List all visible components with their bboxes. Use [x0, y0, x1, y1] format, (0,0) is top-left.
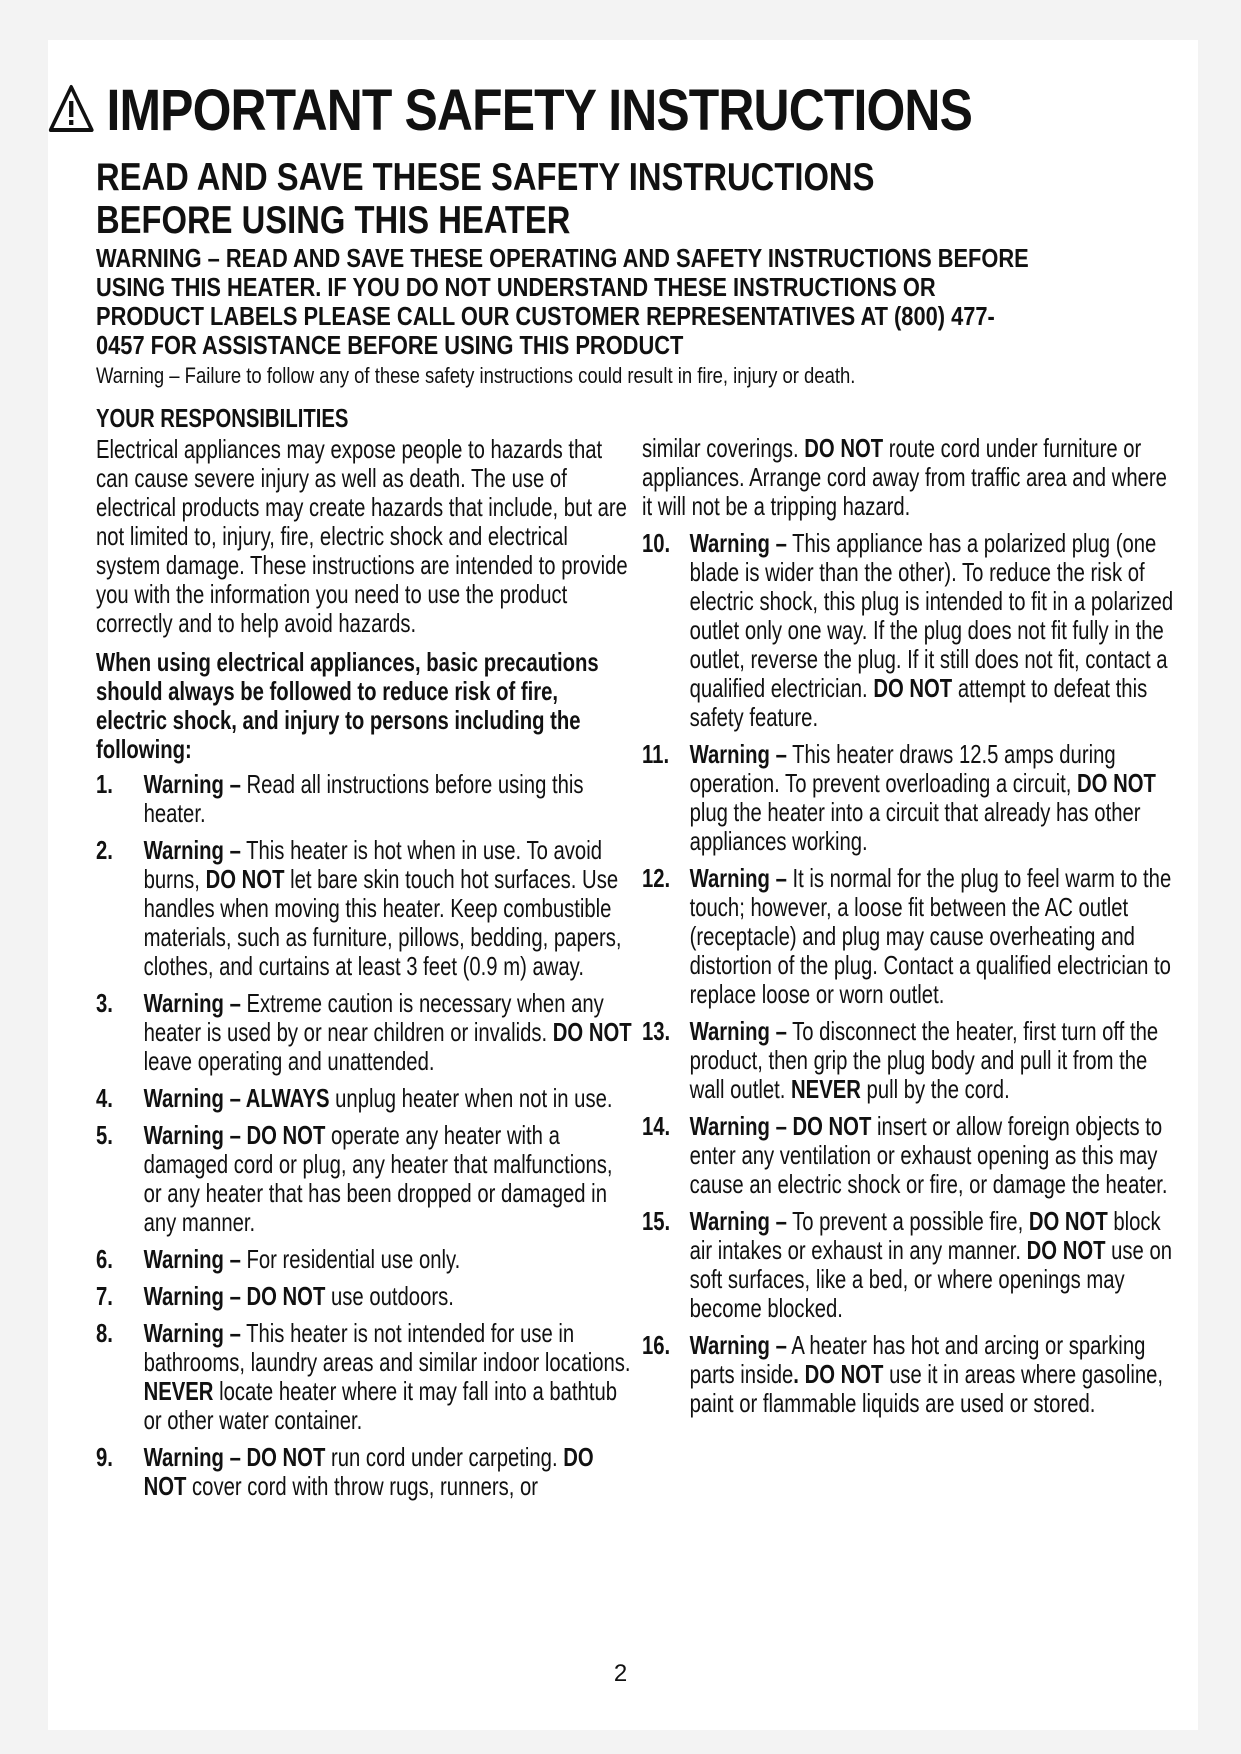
body-text: leave operating and unattended. [143, 1046, 435, 1076]
item-number: 1. [96, 769, 113, 799]
emphasis-text: DO NOT [143, 1442, 594, 1501]
list-item [96, 1121, 634, 1237]
list-item [96, 1245, 634, 1274]
body-text: This appliance has a polarized plug (one blade is wider than the other). To reduce the risk of electric shock, this plug is intended to fit in a polarized outlet only one way. If the plug does not fit fully in the outlet, reverse the plug. If it still does not fit, contact a qualified electrician. [689, 528, 1174, 703]
body-text: pull by the cord. [860, 1074, 1010, 1104]
list-item [96, 1084, 634, 1113]
item-lead: Warning – DO NOT [143, 1442, 326, 1472]
item-number: 7. [96, 1281, 113, 1311]
item-lead: Warning – DO NOT [143, 1120, 326, 1150]
list-item [96, 989, 634, 1076]
body-text: Extreme caution is necessary when any heater is used by or near children or invalids. [143, 988, 604, 1047]
emphasis-text: . [793, 1359, 799, 1389]
item-number: 11. [642, 739, 670, 769]
body-text: For residential use only. [240, 1244, 461, 1274]
instruction-list-right [642, 529, 1180, 1418]
item-lead: Warning – [143, 769, 241, 799]
responsibilities-heading: YOUR RESPONSIBILITIES [96, 403, 349, 433]
item-number: 5. [96, 1120, 113, 1150]
body-text: This heater is hot when in use. To avoid burns, [143, 835, 603, 894]
list-item [96, 1319, 634, 1435]
instruction-list-left [96, 770, 634, 1501]
emphasis-text: NEVER [143, 1376, 214, 1406]
list-item [642, 1112, 1180, 1199]
emphasis-text: DO NOT [205, 864, 285, 894]
body-text: similar coverings. [642, 433, 805, 463]
body-text: Read all instructions before using this heater. [143, 769, 584, 828]
item-number: 12. [642, 863, 671, 893]
list-item [642, 1331, 1180, 1418]
item-lead: Warning – DO NOT [143, 1281, 326, 1311]
emphasis-text: DO NOT [552, 1017, 632, 1047]
list-item [96, 1443, 634, 1501]
list-item [642, 1017, 1180, 1104]
item-lead: Warning – [689, 528, 787, 558]
item-number: 15. [642, 1206, 671, 1236]
list-item [96, 836, 634, 981]
body-text: operate any heater with a damaged cord or plug, any heater that malfunctions, or any heater that has been dropped or damaged in any manner. [143, 1120, 613, 1237]
list-item [642, 529, 1180, 732]
body-text: A heater has hot and arcing or sparking parts inside [689, 1330, 1146, 1389]
item-lead: Warning – [689, 1330, 787, 1360]
item-number: 6. [96, 1244, 113, 1274]
body-text: This heater is not intended for use in bathrooms, laundry areas and similar indoor locations. [143, 1318, 631, 1377]
body-text: This heater draws 12.5 amps during operation. To prevent overloading a circuit, [689, 739, 1116, 798]
body-text: use on soft surfaces, like a bed, or where openings may become blocked. [689, 1235, 1173, 1323]
item-lead: Warning – [689, 739, 787, 769]
right-column [642, 434, 1180, 1426]
emphasis-text: DO NOT [1077, 768, 1156, 798]
body-text: insert or allow foreign objects to enter any ventilation or exhaust opening as this may cause an electric shock or fire, or damage the heater. [689, 1111, 1168, 1199]
warning-block: WARNING – READ AND SAVE THESE OPERATING AND SAFETY INSTRUCTIONS BEFORE USING THIS HEATER. IF YOU DO NOT UNDERSTAND THESE INSTRUCTIONS OR PRODUCT LABELS PLEASE CALL OUR CUSTOMER REPRESENTATIVES AT (800) 477-0457 FOR ASSISTANCE BEFORE USING THIS PRODUCT [96, 243, 1029, 360]
body-text: To disconnect the heater, first turn off the product, then grip the plug body and pull it from the wall outlet. [689, 1016, 1159, 1104]
body-text: locate heater where it may fall into a bathtub or other water container. [143, 1376, 618, 1435]
emphasis-text: NEVER [791, 1074, 861, 1104]
body-text: route cord under furniture or appliances. Arrange cord away from traffic area and where it will not be a tripping hazard. [642, 433, 1167, 521]
list-item [642, 1207, 1180, 1323]
body-text: To prevent a possible fire, [786, 1206, 1029, 1236]
body-text: block air intakes or exhaust in any manner. [689, 1206, 1161, 1265]
emphasis-text: DO NOT [804, 1359, 884, 1389]
item-number: 3. [96, 988, 113, 1018]
list-item [96, 770, 634, 828]
item-lead: Warning – DO NOT [689, 1111, 872, 1141]
item-lead: Warning – [689, 1206, 787, 1236]
precautions-paragraph: When using electrical appliances, basic precautions should always be followed to reduce risk of fire, electric shock, and injury to persons including the following: [96, 647, 599, 764]
item-number: 2. [96, 835, 113, 865]
body-text: run cord under carpeting. [325, 1442, 564, 1472]
list-item [96, 1282, 634, 1311]
warning-line: Warning – Failure to follow any of these safety instructions could result in fire, injury or death. [96, 363, 856, 388]
list-item [642, 740, 1180, 856]
subtitle: READ AND SAVE THESE SAFETY INSTRUCTIONS BEFORE USING THIS HEATER [96, 156, 875, 242]
item-lead: Warning – [143, 1318, 241, 1348]
body-text: cover cord with throw rugs, runners, or [186, 1471, 539, 1501]
item-lead: Warning – [143, 1244, 241, 1274]
item-number: 10. [642, 528, 671, 558]
left-column [96, 404, 634, 1509]
item-number: 4. [96, 1083, 113, 1113]
body-text: It is normal for the plug to feel warm to the touch; however, a loose fit between the AC outlet (receptacle) and plug may cause overheating and distortion of the plug. Contact a qualified electrician to replace loose or worn outlet. [689, 863, 1172, 1009]
emphasis-text: DO NOT [804, 433, 884, 463]
item-lead: Warning – [143, 835, 241, 865]
item-lead: Warning – [689, 1016, 787, 1046]
body-text: let bare skin touch hot surfaces. Use handles when moving this heater. Keep combustible materials, such as furniture, pillows, bedding, papers, clothes, and curtains at least 3 feet (0.9 m) away. [143, 864, 622, 981]
page-title [48, 78, 994, 144]
item-number: 8. [96, 1318, 113, 1348]
item-lead: Warning – [689, 863, 787, 893]
item-number: 16. [642, 1330, 671, 1360]
page-number: 2 [613, 1660, 628, 1687]
body-text: use it in areas where gasoline, paint or flammable liquids are used or stored. [689, 1359, 1164, 1418]
body-text: use outdoors. [325, 1281, 454, 1311]
item-9-continuation [642, 434, 1180, 521]
emphasis-text: DO NOT [1028, 1206, 1108, 1236]
responsibilities-paragraph: Electrical appliances may expose people to hazards that can cause severe injury as well as death. The use of electrical products may create hazards that include, but are not limited to, injury, fire, electric shock and electrical system damage. These instructions are intended to provide you with the information you need to use the product correctly and to help avoid hazards. [96, 434, 628, 638]
warning-triangle-icon [48, 82, 94, 136]
body-text: plug the heater into a circuit that already has other appliances working. [689, 797, 1141, 856]
emphasis-text: DO NOT [1026, 1235, 1106, 1265]
emphasis-text: DO NOT [873, 673, 953, 703]
body-text: unplug heater when not in use. [329, 1083, 613, 1113]
title-text: IMPORTANT SAFETY INSTRUCTIONS [106, 78, 973, 143]
item-number: 14. [642, 1111, 671, 1141]
item-number: 13. [642, 1016, 671, 1046]
body-text: attempt to defeat this safety feature. [689, 673, 1148, 732]
item-lead: Warning – [143, 988, 241, 1018]
item-lead: Warning – ALWAYS [143, 1083, 330, 1113]
item-number: 9. [96, 1442, 113, 1472]
list-item [642, 864, 1180, 1009]
